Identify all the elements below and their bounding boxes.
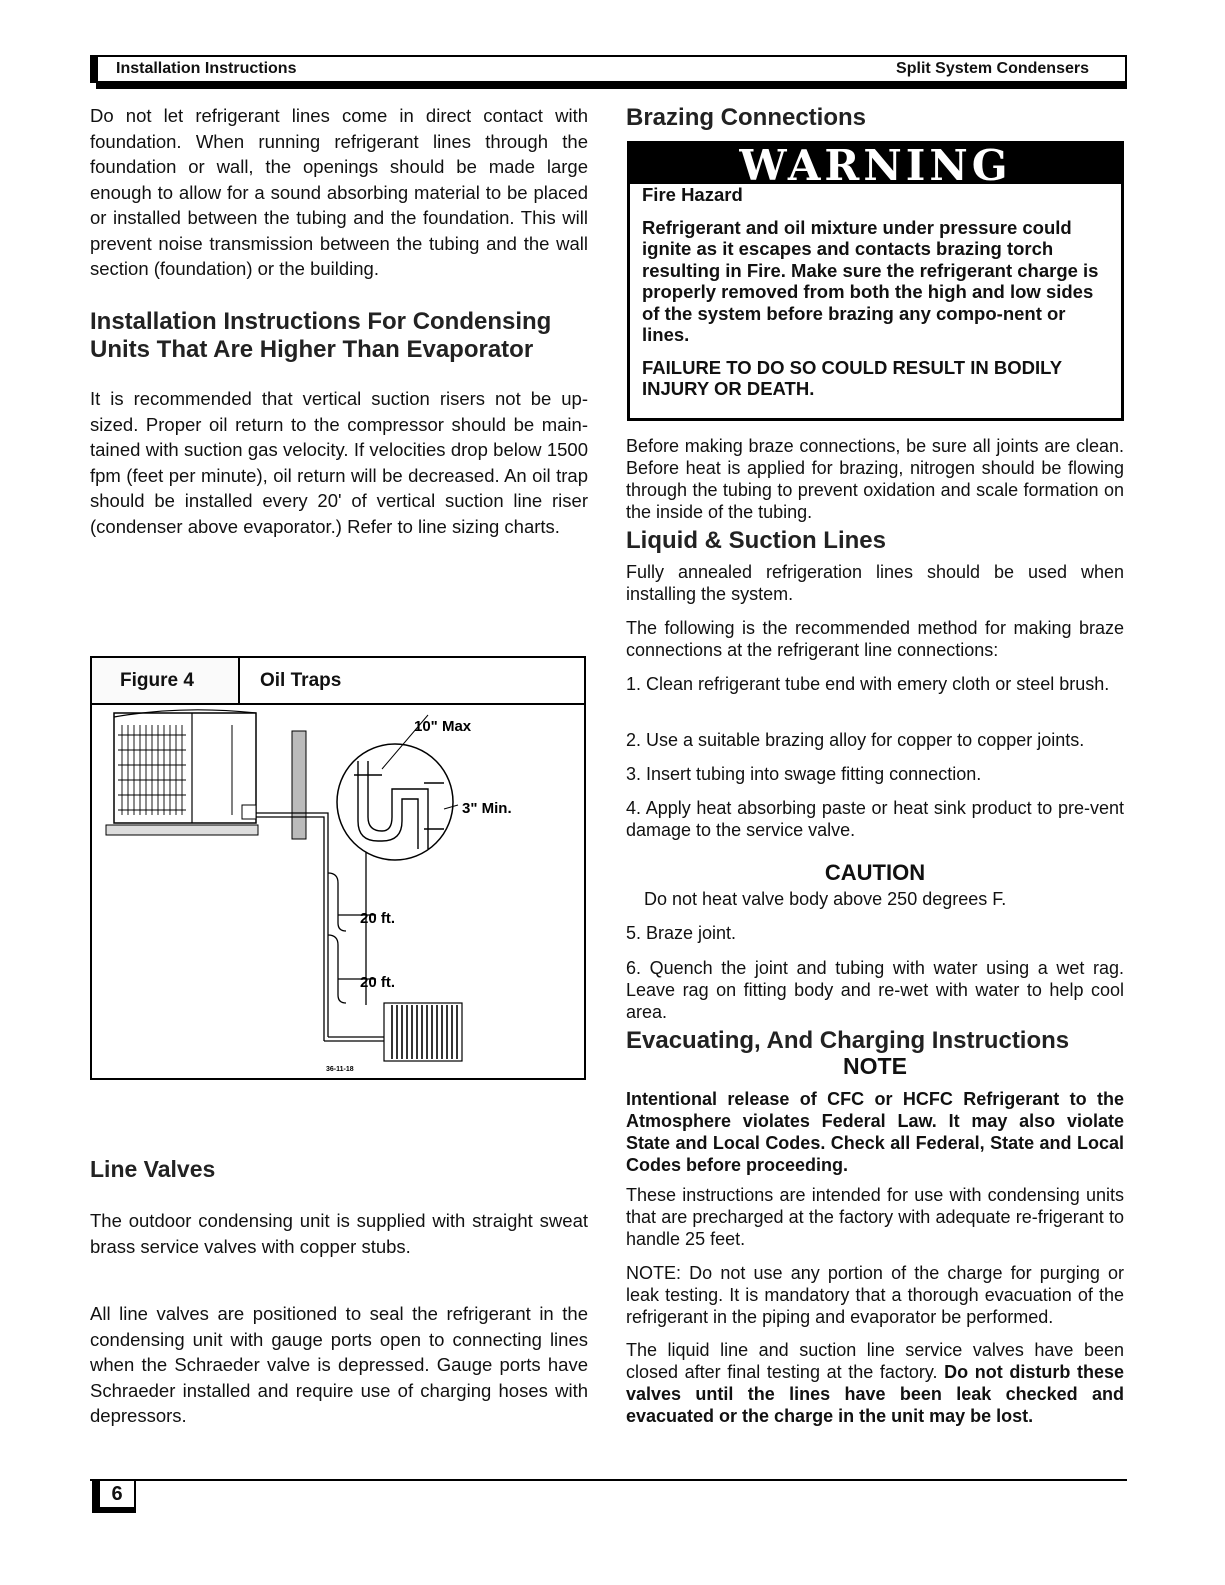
warning-banner: WARNING <box>630 144 1121 184</box>
braze-prep-paragraph: Before making braze connections, be sure all joints are clean. Before heat is applied for brazing, nitrogen should be flowing through the tubing to prevent oxidation and scale formation on the inside of the tubing. <box>626 436 1124 522</box>
figure-header <box>92 658 584 705</box>
annealed-paragraph: Fully annealed refrigeration lines should be used when installing the system. <box>626 562 1124 604</box>
warning-text: Refrigerant and oil mixture under pressure could ignite as it escapes and contacts brazing torch resulting in Fire. Make sure the refrigerant charge is properly removed from both the high and low sides of the system before brazing any compo-nent or lines. <box>642 216 1099 345</box>
section-heading-evacuating: Evacuating, And Charging Instructions <box>626 1027 1070 1054</box>
page-header <box>90 55 1127 83</box>
label-20-ft-upper: 20 ft. <box>360 910 396 927</box>
warning-title: Fire Hazard <box>642 184 743 205</box>
section-heading-liquid-suction: Liquid & Suction Lines <box>626 527 886 554</box>
page-number: 6 <box>92 1479 136 1513</box>
step-4: 4. Apply heat absorbing paste or heat sink product to pre-vent damage to the service valve. <box>626 798 1124 840</box>
step-6: 6. Quench the joint and tubing with water using a wet rag. Leave rag on fitting body and re-wet with water to help cool area. <box>626 958 1124 1022</box>
caution-title: CAUTION <box>824 860 926 885</box>
condensing-unit-illustration <box>114 710 256 823</box>
warning-footer: FAILURE TO DO SO COULD RESULT IN BODILY INJURY OR DEATH. <box>642 356 1062 399</box>
header-left-title: Installation Instructions <box>116 60 297 77</box>
line-valves-paragraph-2: All line valves are positioned to seal the refrigerant in the condensing unit with gauge ports open to connecting lines when the Schraeder valve is depressed. Gauge ports have Schraeder installed and require use of charging hoses with depressors. <box>90 1303 588 1426</box>
section-heading-line-valves: Line Valves <box>90 1156 216 1182</box>
method-paragraph: The following is the recommended method for making braze connections at the refrigerant line connections: <box>626 618 1124 660</box>
intended-paragraph: These instructions are intended for use with condensing units that are precharged at the factory with adequate re-frigerant to handle 25 feet. <box>626 1185 1124 1249</box>
figure-title: Oil Traps <box>260 670 342 691</box>
section-heading-brazing: Brazing Connections <box>626 104 867 131</box>
warning-body <box>642 184 1112 400</box>
header-right-title: Split System Condensers <box>896 60 1089 77</box>
note-text: Intentional release of CFC or HCFC Refrigerant to the Atmosphere violates Federal Law. It may also violate State and Local Codes. Check all Federal, State and Local Codes before proceeding. <box>626 1089 1124 1175</box>
header-rule <box>96 83 1127 89</box>
step-2: 2. Use a suitable brazing alloy for copper to copper joints. <box>626 730 1085 750</box>
section-heading-install: Installation Instructions For Condensing Units That Are Higher Than Evaporator <box>90 308 552 363</box>
note-title: NOTE <box>843 1053 907 1079</box>
label-20-ft-lower: 20 ft. <box>360 974 396 991</box>
service-valves-text: The liquid line and suction line service valves have been closed after final testing at the factory. <box>626 1340 1124 1382</box>
line-valves-paragraph-1: The outdoor condensing unit is supplied with straight sweat brass service valves with copper stubs. <box>90 1210 588 1257</box>
oil-trap-diagram <box>92 705 584 1078</box>
label-10-max: 10" Max <box>414 718 472 735</box>
label-3-min: 3" Min. <box>462 800 512 817</box>
step-3: 3. Insert tubing into swage fitting connection. <box>626 764 982 784</box>
figure-number: Figure 4 <box>92 658 240 703</box>
warning-box <box>627 141 1124 421</box>
evaporator-coil-illustration <box>384 1003 462 1061</box>
caution-text: Do not heat valve body above 250 degrees F. <box>644 889 1007 909</box>
step-5: 5. Braze joint. <box>626 923 737 943</box>
figure-oil-traps <box>90 656 586 1080</box>
intro-paragraph: Do not let refrigerant lines come in direct contact with foundation. When running refrigerant lines through the foundation or wall, the openings should be made large enough to allow for a sound absorbing material to be placed or installed between the tubing and the foundation. This will prevent noise transmission between the tubing and the wall section (foundation) or the building. <box>90 105 588 279</box>
note-purging-paragraph: NOTE: Do not use any portion of the charge for purging or leak testing. It is mandatory that a thorough evacuation of the refrigerant in the piping and evaporator be performed. <box>626 1263 1124 1327</box>
service-valves-warning: Do not disturb these valves until the lines have been leak checked and evacuated or the charge in the unit may be lost. <box>626 1362 1125 1426</box>
service-valves-paragraph <box>626 1339 1124 1427</box>
step-1: 1. Clean refrigerant tube end with emery cloth or steel brush. <box>626 674 1110 694</box>
risers-paragraph: It is recommended that vertical suction risers not be up-sized. Proper oil return to the compressor should be main-tained with suction gas velocity. If velocities drop below 1500 fpm (feet per minute), oil return will be decreased. An oil trap should be installed every 20' of vertical suction line riser (condenser above evaporator.) Refer to line sizing charts. <box>90 388 588 537</box>
footer-rule <box>90 1479 1127 1481</box>
figure-code: 36-11-18 <box>326 1066 354 1073</box>
